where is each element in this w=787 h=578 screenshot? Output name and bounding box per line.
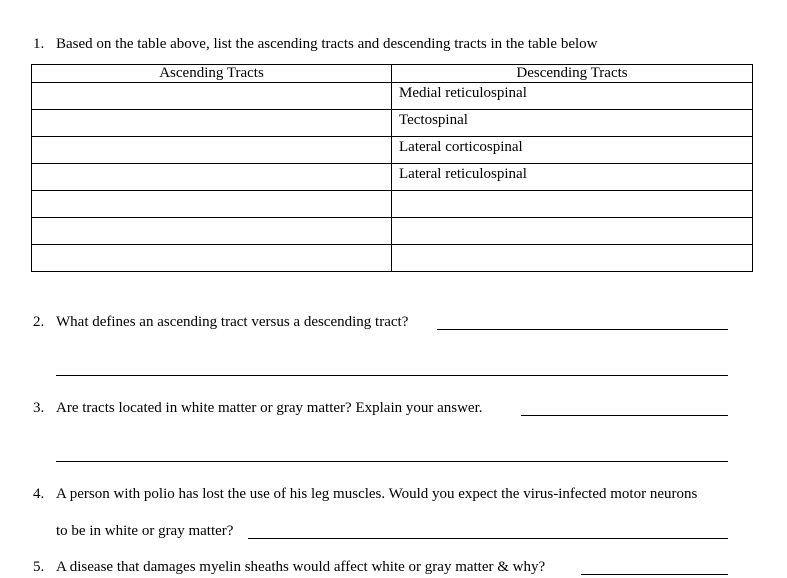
answer-line-3a[interactable] xyxy=(521,415,728,416)
question-5-number: 5. xyxy=(33,559,45,575)
table-row xyxy=(32,245,753,272)
descending-cell[interactable]: Lateral reticulospinal xyxy=(392,164,753,191)
question-4-continued: to be in white or gray matter? xyxy=(56,523,234,539)
question-1-number: 1. xyxy=(33,36,45,52)
question-5-text: A disease that damages myelin sheaths would affect white or gray matter & why? xyxy=(56,559,546,575)
table-row xyxy=(32,110,753,137)
table-row xyxy=(32,137,753,164)
ascending-cell[interactable] xyxy=(32,83,392,110)
table-header-row xyxy=(32,65,753,83)
ascending-cell[interactable] xyxy=(32,191,392,218)
question-3 xyxy=(33,399,483,417)
tracts-table xyxy=(31,64,753,272)
ascending-tracts-header: Ascending Tracts xyxy=(32,65,392,83)
ascending-cell[interactable] xyxy=(32,218,392,245)
question-4-text: A person with polio has lost the use of his leg muscles. Would you expect the virus-infected motor neurons xyxy=(56,486,698,502)
descending-cell[interactable] xyxy=(392,245,753,272)
answer-line-4[interactable] xyxy=(248,538,728,539)
table-row xyxy=(32,83,753,110)
question-3-number: 3. xyxy=(33,400,45,416)
descending-cell[interactable] xyxy=(392,218,753,245)
question-1 xyxy=(33,35,598,53)
question-4-number: 4. xyxy=(33,486,45,502)
question-3-text: Are tracts located in white matter or gray matter? Explain your answer. xyxy=(56,400,483,416)
answer-line-3b[interactable] xyxy=(56,461,728,462)
question-2 xyxy=(33,313,408,331)
descending-cell[interactable]: Medial reticulospinal xyxy=(392,83,753,110)
ascending-cell[interactable] xyxy=(32,137,392,164)
descending-tracts-header: Descending Tracts xyxy=(392,65,753,83)
answer-line-2b[interactable] xyxy=(56,375,728,376)
question-2-number: 2. xyxy=(33,314,45,330)
answer-line-2a[interactable] xyxy=(437,329,728,330)
table-row xyxy=(32,191,753,218)
descending-cell[interactable]: Tectospinal xyxy=(392,110,753,137)
question-2-text: What defines an ascending tract versus a descending tract? xyxy=(56,314,409,330)
ascending-cell[interactable] xyxy=(32,245,392,272)
ascending-cell[interactable] xyxy=(32,164,392,191)
table-row xyxy=(32,164,753,191)
answer-line-5[interactable] xyxy=(581,574,728,575)
ascending-cell[interactable] xyxy=(32,110,392,137)
descending-cell[interactable] xyxy=(392,191,753,218)
descending-cell[interactable]: Lateral corticospinal xyxy=(392,137,753,164)
question-1-text: Based on the table above, list the ascending tracts and descending tracts in the table below xyxy=(56,36,598,52)
table-row xyxy=(32,218,753,245)
question-4 xyxy=(33,485,697,503)
question-5 xyxy=(33,558,545,576)
